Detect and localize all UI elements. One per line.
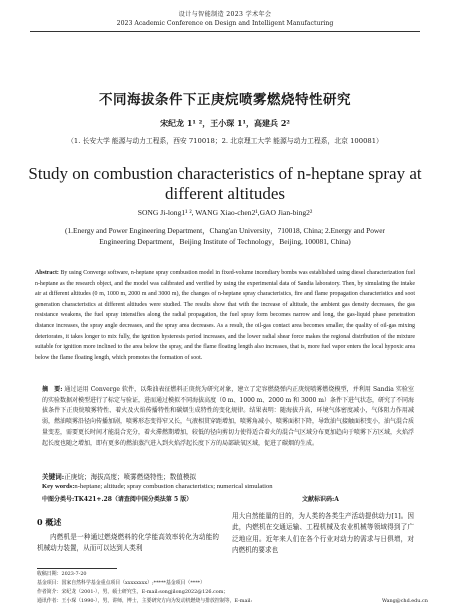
doc-id-value: A	[334, 496, 339, 503]
affiliation-cn: （1. 长安大学 能源与动力工程系，西安 710018；2. 北京理工大学 能源与动力工程系，北京 100081）	[67, 137, 383, 145]
abstract-cn-label: 摘 要:	[42, 386, 63, 393]
abstract-en-label: Abstract:	[35, 270, 59, 276]
title-en-line2: different altitudes	[164, 184, 286, 203]
clc-label: 中图分类号:	[42, 496, 75, 503]
keywords-cn-label: 关键词:	[42, 473, 65, 481]
footnote-author-bio: 作者简介：宋纪龙（2001-），男，硕士研究生，E-mail:songjilong2022@126.com；	[37, 589, 229, 595]
doc-id-label: 文献标识码:	[302, 496, 335, 503]
paper-title-en	[0, 164, 450, 204]
corresponding-email: Wang@chd.edu.cn	[382, 598, 428, 604]
keywords-en	[42, 483, 422, 490]
footnote-corresponding	[37, 598, 427, 605]
running-header-en: 2023 Academic Conference on Design and Intelligent Manufacturing	[116, 20, 334, 27]
header-rule	[30, 31, 420, 32]
footnote-rule	[37, 568, 117, 569]
authors-en: SONG Ji-long1¹ ², WANG Xiao-chen2¹,GAO Jian-bing2²	[137, 208, 313, 217]
paper-title-cn: 不同海拔条件下正庚烷喷雾燃烧特性研究	[99, 92, 351, 108]
affiliation-en: (1.Energy and Power Engineering Department，Chang'an University，710018, China; 2.Energy and Power Engineering Department，Beijing Institute of Technology，Beijing, 100081, China)	[64, 226, 386, 246]
footnote-fund: 基金项目：国家自然科学基金重点项目（xxxxxxxx）;*****基金项目（****）	[37, 580, 205, 586]
keywords-en-text: n-heptane; altitude; spray combustion characteristics; numerical simulation	[74, 483, 273, 490]
clc-value: TK421+.28（请查阅中国分类法第 5 版）	[74, 496, 193, 503]
body-right-column: 用大自然能量的目的，为人类的各类生产活动提供动力[1]。因此，内燃机在交通运输、工程机械及农业机械等领域得到了广泛地应用。近年来人们在各个行业对动力的需求与日俱增，对内燃机的要求也	[232, 512, 414, 555]
document-id	[302, 494, 339, 503]
abstract-en-text: By using Converge software, n-heptane spray combustion model in fixed-volume incendiary bombs was established using diesel characterization fuel n-heptane as the research object, and the model was calibrated and verified by using the experimental data of Sandia laboratory. Then, by simulating the intake air at different altitudes (0 m, 1000 m, 2000 m and 3000 m), the changes of n-heptane spray characteristics, fire and flame propagation characteristics and soot generation characteristics at different altitudes were studied. The results show that with the increase of altitude, the ambient gas density decreases, the gas resistance weakens, the fuel spray intensifies along the radial propagation, the fuel spray form becomes narrow and long, the gas-liquid phase penetration distance increases, the spray angle decreases, and the spray area decreases. As a result, the oil-gas contact area becomes smaller, the quality of oil-gas mixing deteriorates, it takes longer to mix fully, the ignition hysteresis period increases, and the lower radial shear force makes the regional distribution of the mixture suitable for ignition more inclined to the area below the spray, and the flame floating length also increases, that is, more fuel vapor enters the local hypoxic area below the flame floating length, which promotes the formation of soot.	[35, 270, 415, 361]
running-header-cn: 设计与智能制造 2023 学术年会	[178, 11, 272, 18]
authors-cn: 宋纪龙 1¹ ²，王小琛 1¹，高建兵 2²	[160, 118, 290, 128]
body-left-column: 内燃机是一种通过燃烧燃料的化学能高效率转化为动能的机械动力装置，从而可以达到人类利	[37, 533, 219, 553]
keywords-cn-text: 正庚烷；海拔高度；喷雾燃烧特性；数值模拟	[64, 473, 197, 481]
footnote-corresponding-text: 通讯作者：王小琛（1990-），男，讲师，博士，主要研究方向为发动机燃烧与排放控制等，E-mail:	[37, 598, 253, 604]
classification-line	[42, 494, 422, 503]
abstract-en	[35, 268, 415, 363]
abstract-cn-text: 通过运用 Converge 软件，以柴油表征燃料正庚烷为研究对象，建立了定容燃烧弹内正庚烷喷雾燃烧模型，并利用 Sandia 实验室的实验数据对模型进行了标定与验证，进而通过模拟不同海拔高度（0 m、1000 m、2000 m 和 3000 m）条件下进气状态，研究了不同海拔条件下正庚烷喷雾特性、着火及火焰传播特性和碳烟生成特性的变化规律。结果表明：随海拔升高，环境气体密度减小，气体阻力作用减弱，燃油喷雾沿径向传播加剧，喷雾形态变得窄又长，气液相贯穿距增加，喷雾角减小，喷雾面积下降，导致油气接触面积变小，油气混合质量变差，需要更长时间才能混合充分，着火滞燃期增加，较低的径向剪切力使得适合着火的混合气区域分布更加趋向于喷雾下方区域，火焰浮起长度也随之增加，即有更多的燃油蒸汽进入到火焰浮起长度下方的局部缺氧区域，促进了碳烟的生成。	[42, 386, 415, 447]
abstract-cn	[42, 385, 414, 449]
section-heading: 0 概述	[37, 517, 62, 527]
title-en-line1: Study on combustion characteristics of n-heptane spray at	[28, 164, 422, 183]
footnote-received: 收稿日期：2023-7-20	[37, 571, 87, 577]
keywords-cn	[42, 471, 422, 481]
keywords-en-label: Key words:	[42, 483, 75, 490]
